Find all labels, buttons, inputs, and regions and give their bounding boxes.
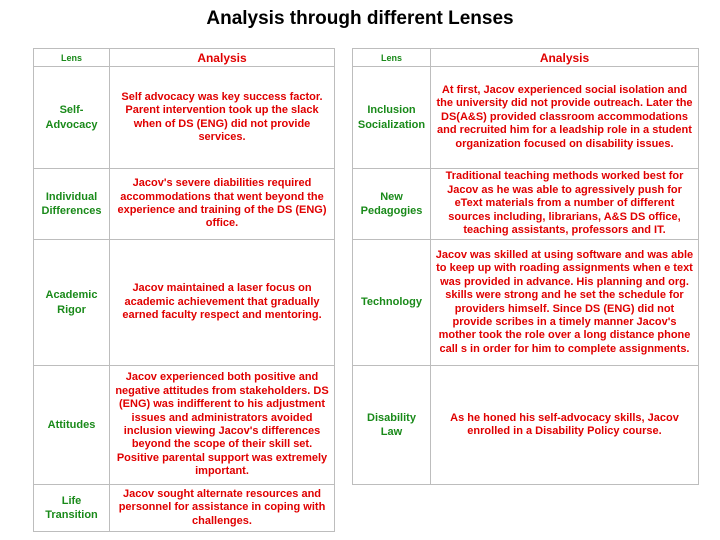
analysis-text: Self advocacy was key success factor. Parent intervention took up the slack when of DS (ENG) did not provide services. (110, 67, 335, 169)
analysis-text: As he honed his self-advocacy skills, Jacov enrolled in a Disability Policy course. (431, 366, 699, 485)
table-row (34, 485, 335, 532)
table-row (353, 169, 699, 240)
lens-name: Disability Law (353, 366, 431, 485)
analysis-text: Traditional teaching methods worked best for Jacov as he was able to agressively push for eText materials from a number of different sources including, librarians, A&S DS office, teaching assistants, professors and IT. (431, 169, 699, 240)
table-header-row (353, 49, 699, 67)
lens-name: Inclusion Socialization (353, 67, 431, 169)
table-row (353, 366, 699, 485)
lens-name: Self- Advocacy (34, 67, 110, 169)
analysis-text: At first, Jacov experienced social isolation and the university did not provide outreach. Later the DS(A&S) provided classroom accommodations and recruited him for a leadship role in a student organization focused on disability issues. (431, 67, 699, 169)
analysis-column-header: Analysis (431, 49, 699, 67)
table-row (353, 67, 699, 169)
left-lens-table (33, 48, 335, 532)
page-title: Analysis through different Lenses (206, 8, 514, 29)
lens-name: Life Transition (34, 485, 110, 532)
table-row (34, 67, 335, 169)
analysis-text: Jacov maintained a laser focus on academic achievement that gradually earned faculty respect and mentoring. (110, 240, 335, 366)
table-row (34, 169, 335, 240)
lens-name: Individual Differences (34, 169, 110, 240)
analysis-text: Jacov's severe diabilities required accommodations that went beyond the experience and training of the DS (ENG) office. (110, 169, 335, 240)
analysis-text: Jacov was skilled at using software and was able to keep up with roading assignments when e text was provided in advance. His planning and org. skills were strong and he set the schedule for providers himself. Since DS (ENG) did not provide scribes in a timely manner Jacov's mother took the role over a long distance phone call s in order for him to complete assignments. (431, 240, 699, 366)
lens-name: Technology (353, 240, 431, 366)
analysis-column-header: Analysis (110, 49, 335, 67)
lens-column-header: Lens (353, 49, 431, 67)
analysis-text: Jacov experienced both positive and negative attitudes from stakeholders. DS (ENG) was indifferent to his adjustment issues and administrators avoided inclusion viewing Jacov's differences beyond the scope of their skill set. Positive parental support was extremely important. (110, 366, 335, 485)
lens-name: Academic Rigor (34, 240, 110, 366)
table-row (353, 240, 699, 366)
lens-name: Attitudes (34, 366, 110, 485)
table-row (34, 366, 335, 485)
table-header-row (34, 49, 335, 67)
table-row (34, 240, 335, 366)
right-lens-table (352, 48, 699, 485)
lens-column-header: Lens (34, 49, 110, 67)
analysis-text: Jacov sought alternate resources and personnel for assistance in coping with challenges. (110, 485, 335, 532)
lens-name: New Pedagogies (353, 169, 431, 240)
